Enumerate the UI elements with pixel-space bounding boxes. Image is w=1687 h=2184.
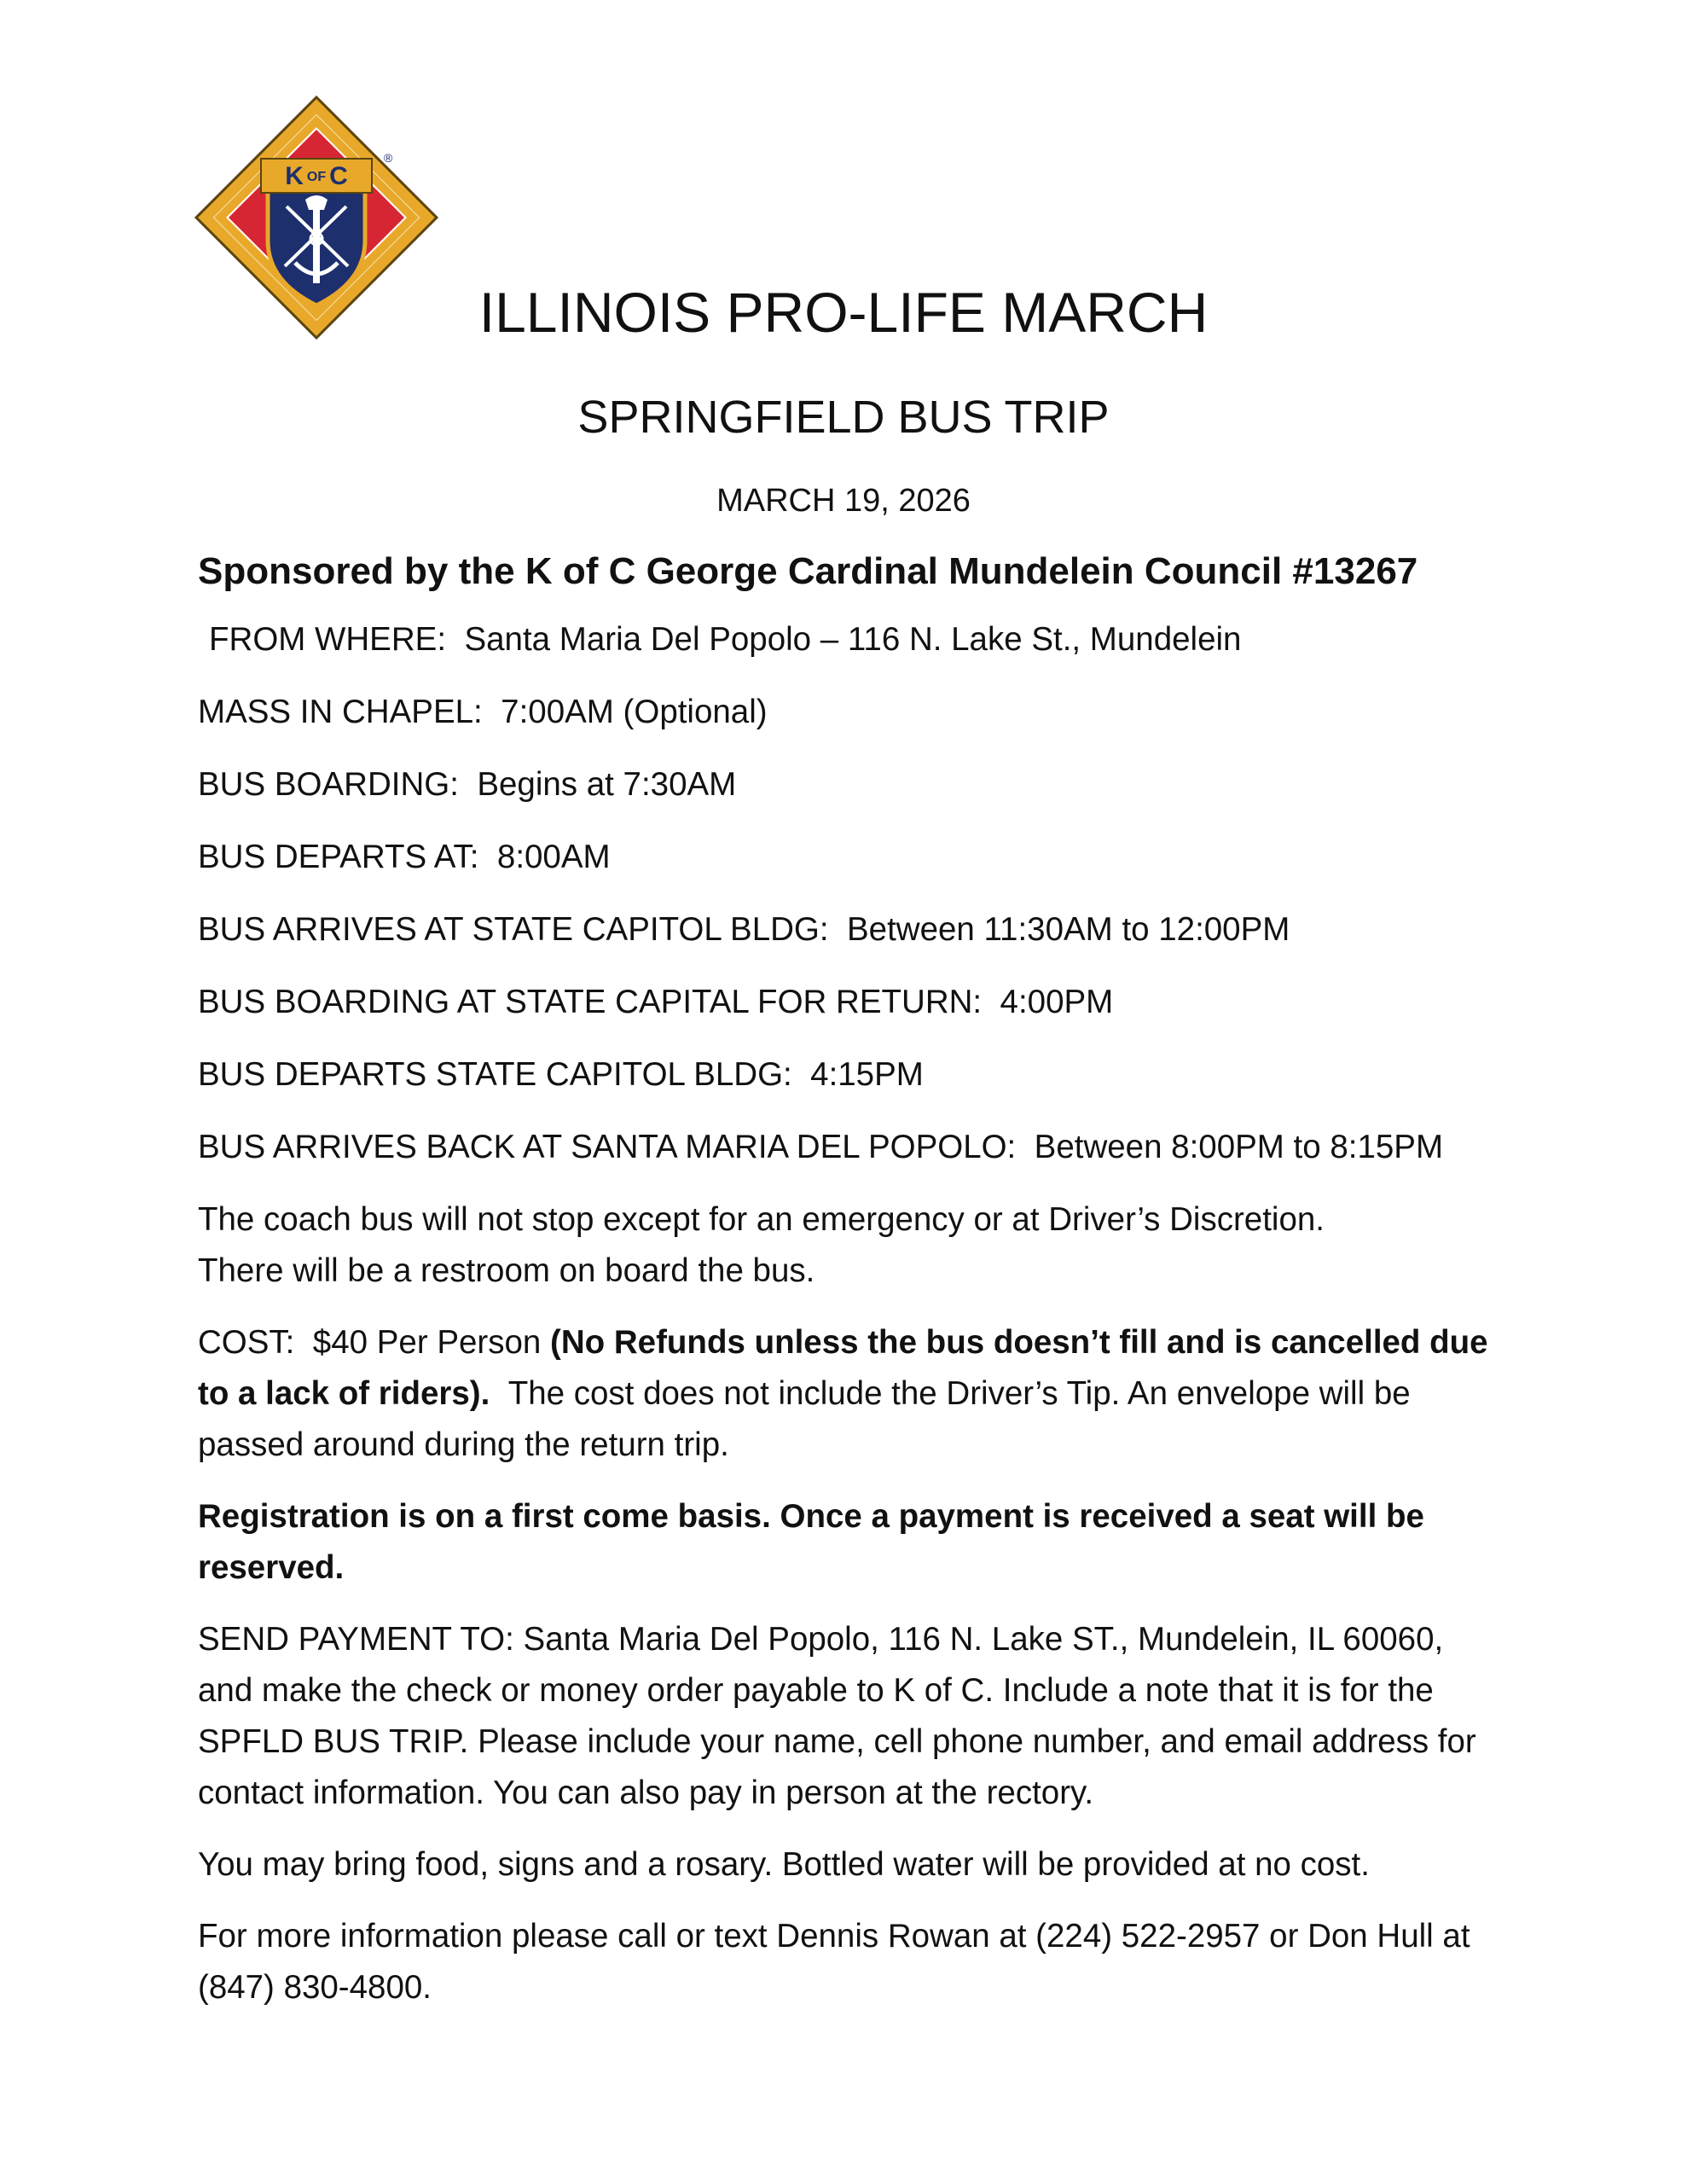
schedule-item-from-where: FROM WHERE: Santa Maria Del Popolo – 116 N. Lake St., Mundelein: [209, 621, 1242, 658]
schedule-item-boarding: BUS BOARDING: Begins at 7:30AM: [198, 766, 737, 803]
refund-policy: (No Refunds unless the bus doesn’t fill and is cancelled due to a lack of riders).: [198, 1324, 1488, 1412]
send-payment-paragraph: SEND PAYMENT TO: Santa Maria Del Popolo, 116 N. Lake ST., Mundelein, IL 60060, and make the check or money order payable to K of C. Include a note that it is for the SPFLD BUS TRIP. Please include your name, cell phone number, and email address for contact information. You can also pay in person at the rectory.: [198, 1621, 1476, 1811]
schedule-item-arrives-back: BUS ARRIVES BACK AT SANTA MARIA DEL POPOLO: Between 8:00PM to 8:15PM: [198, 1129, 1444, 1165]
bring-items-note: You may bring food, signs and a rosary. Bottled water will be provided at no cost.: [198, 1846, 1370, 1883]
event-date: MARCH 19, 2026: [716, 483, 971, 519]
schedule-list: [198, 614, 1494, 1173]
schedule-item-mass: MASS IN CHAPEL: 7:00AM (Optional): [198, 694, 768, 730]
coach-note: The coach bus will not stop except for an emergency or at Driver’s Discretion. There will be a restroom on board the bus.: [198, 1201, 1325, 1289]
logo-letter-c: C: [329, 162, 348, 190]
registration-note: Registration is on a first come basis. Once a payment is received a seat will be reserved.: [198, 1498, 1424, 1586]
schedule-item-departs-capitol: BUS DEPARTS STATE CAPITOL BLDG: 4:15PM: [198, 1056, 924, 1093]
schedule-item-departs: BUS DEPARTS AT: 8:00AM: [198, 839, 611, 875]
page-title: ILLINOIS PRO-LIFE MARCH: [478, 281, 1209, 344]
page-subtitle: SPRINGFIELD BUS TRIP: [577, 392, 1110, 443]
flyer-body: [198, 546, 1494, 2034]
logo-letter-of: OF: [306, 170, 327, 184]
logo-letter-k: K: [285, 162, 304, 190]
schedule-item-arrives-capitol: BUS ARRIVES AT STATE CAPITOL BLDG: Between 11:30AM to 12:00PM: [198, 911, 1290, 948]
cost-paragraph: COST: $40 Per Person (No Refunds unless the bus doesn’t fill and is cancelled due to a lack of riders). The cost does not include the Driver’s Tip. An envelope will be passed around during the return trip.: [198, 1324, 1488, 1463]
schedule-item-return-boarding: BUS BOARDING AT STATE CAPITAL FOR RETURN: 4:00PM: [198, 984, 1114, 1020]
registered-mark: ®: [384, 151, 393, 165]
contact-info: For more information please call or text Dennis Rowan at (224) 522-2957 or Don Hull at (847) 830-4800.: [198, 1918, 1470, 2006]
sponsor-line: Sponsored by the K of C George Cardinal Mundelein Council #13267: [198, 550, 1418, 592]
